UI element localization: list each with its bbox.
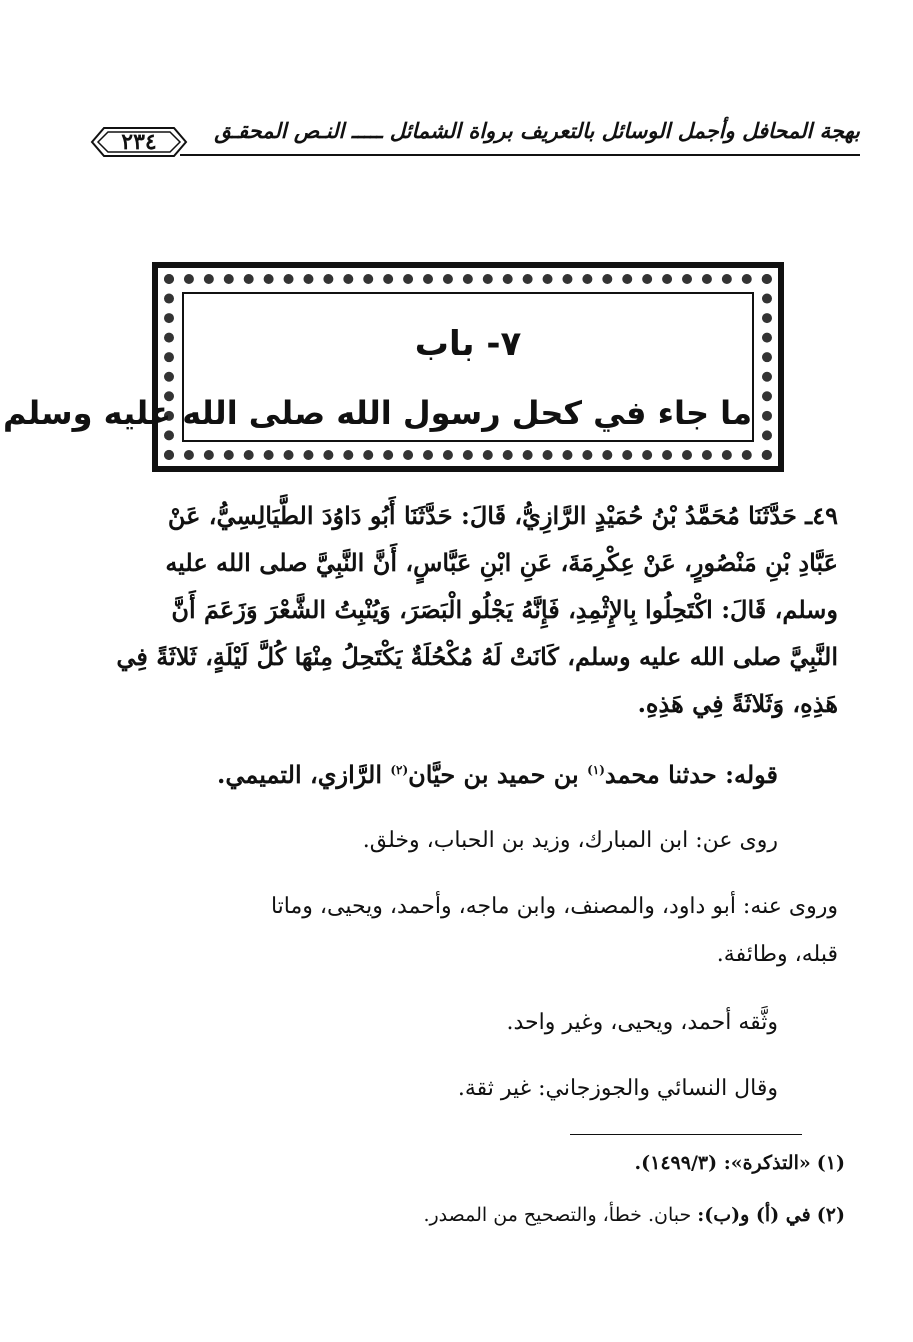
heading-middle: بن حميد بن حيَّان <box>408 760 588 789</box>
header-rule <box>180 154 860 156</box>
footnote-text: «التذكرة»: (١٤٩٩/٣). <box>634 1152 811 1174</box>
chapter-frame <box>3 262 784 472</box>
heading-prefix: قوله: حدثنا محمد <box>604 760 778 789</box>
chapter-number: ٧- باب <box>414 324 522 364</box>
footnote-1 <box>100 1152 845 1174</box>
commentary-line: قبله، وطائفة. <box>716 942 838 967</box>
commentary-line: وقال النسائي والجوزجاني: غير ثقة. <box>457 1076 778 1101</box>
hadith-line: عَبَّادِ بْنِ مَنْصُورٍ، عَنْ عِكْرِمَةَ، عَنِ ابْنِ عَبَّاسٍ، أَنَّ النَّبِيَّ صلى الله عليه <box>165 548 838 577</box>
footnote-text: حبان. خطأ، والتصحيح من المصدر. <box>423 1204 698 1226</box>
heading-suffix: الرَّازي، التميمي. <box>217 760 391 789</box>
footnote-mark: (٢) <box>816 1204 845 1226</box>
hadith-text <box>100 492 838 727</box>
hadith-line: وسلم، قَالَ: اكْتَحِلُوا بِالإِثْمِدِ، فَإِنَّهُ يَجْلُو الْبَصَرَ، وَيُنْبِتُ الشَّعْرَ وَزَعَمَ أَنَّ <box>171 595 838 624</box>
footnote-mark: (١) <box>816 1152 845 1174</box>
page-number-badge <box>90 126 188 158</box>
commentary-line: روى عن: ابن المبارك، وزيد بن الحباب، وخلق. <box>362 828 778 853</box>
hadith-line: ٤٩ـ حَدَّثَنَا مُحَمَّدُ بْنُ حُمَيْدٍ الرَّازِيُّ، قَالَ: حَدَّثَنَا أَبُو دَاوُدَ الطَّيَالِسِيُّ، عَنْ <box>167 501 838 530</box>
hadith-line: هَذِهِ، وَثَلاثَةً فِي هَذِهِ. <box>637 689 838 718</box>
footnote-ref[interactable]: (١) <box>587 763 605 777</box>
commentary-heading <box>100 760 838 789</box>
footnote-separator <box>570 1134 802 1135</box>
running-header <box>70 110 860 170</box>
footnote-text-bold: في (أ) و(ب): <box>697 1204 811 1226</box>
chapter-box <box>3 292 754 442</box>
commentary-line: وروى عنه: أبو داود، والمصنف، وابن ماجه، وأحمد، ويحيى، وماتا <box>270 894 838 919</box>
commentary-line: وثَّقه أحمد، ويحيى، وغير واحد. <box>506 1010 778 1035</box>
header-title: بهجة المحافل وأجمل الوسائل بالتعريف برواة الشمائل ـــــ النـص المحقـق <box>214 118 860 143</box>
page-number: ٢٣٤ <box>121 129 157 155</box>
footnote-ref[interactable]: (٢) <box>390 763 409 777</box>
footnote-2 <box>100 1204 845 1226</box>
hadith-line: النَّبِيَّ صلى الله عليه وسلم، كَانَتْ لَهُ مُكْحُلَةٌ يَكْتَحِلُ مِنْهَا كُلَّ لَيْلَةٍ، ثَلاثَةً فِي <box>116 642 838 671</box>
chapter-title: ما جاء في كحل رسول الله صلى الله عليه وسلم <box>3 394 752 432</box>
